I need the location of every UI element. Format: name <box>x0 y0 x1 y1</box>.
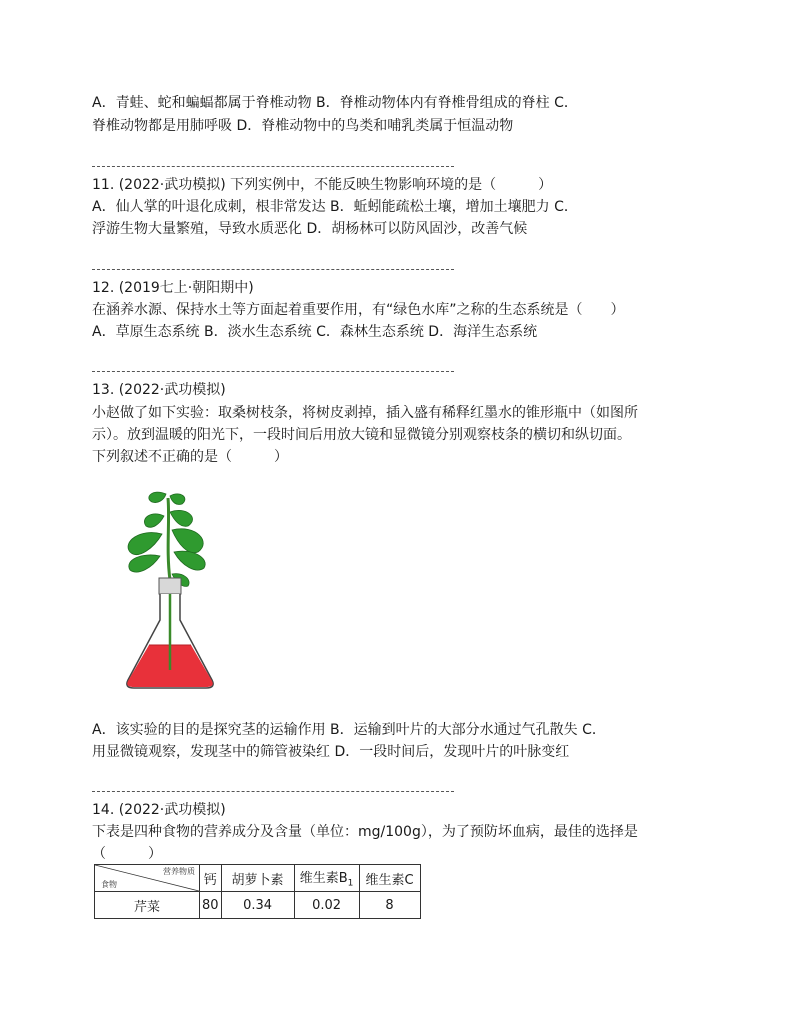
separator <box>92 371 454 372</box>
q12-options: A．草原生态系统 B．淡水生态系统 C．森林生态系统 D．海洋生态系统 <box>92 324 538 340</box>
q13-stem-line3: 下列叙述不正确的是（ ） <box>92 449 288 465</box>
value-carotene: 0.34 <box>221 892 294 919</box>
corner-label-food: 食物 <box>101 880 117 889</box>
q10-options-line2: 脊椎动物都是用肺呼吸 D．脊椎动物中的鸟类和哺乳类属于恒温动物 <box>92 118 514 134</box>
q13-stem-line1: 小赵做了如下实验：取桑树枝条，将树皮剥掉，插入盛有稀释红墨水的锥形瓶中（如图所 <box>92 405 638 421</box>
value-calcium: 80 <box>200 892 222 919</box>
food-name: 芹菜 <box>95 892 200 919</box>
q11-question: 11. (2022·武功模拟) 下列实例中，不能反映生物影响环境的是（ ） <box>92 177 553 193</box>
value-vitamin-c: 8 <box>359 892 420 919</box>
q13-options-line2: 用显微镜观察，发现茎中的筛管被染红 D．一段时间后，发现叶片的叶脉变红 <box>92 744 570 760</box>
q11-options-line1: A．仙人掌的叶退化成刺，根非常发达 B．蚯蚓能疏松土壤，增加土壤肥力 C． <box>92 199 578 215</box>
leaf-icon <box>149 492 166 502</box>
q10-options-line1: A．青蛙、蛇和蝙蝠都属于脊椎动物 B．脊椎动物体内有脊椎骨组成的脊柱 C． <box>92 95 578 111</box>
separator <box>92 166 454 167</box>
q14-stem-line1: 下表是四种食物的营养成分及含量（单位：mg/100g），为了预防坏血病，最佳的选择是 <box>92 824 638 840</box>
flask-experiment-illustration <box>118 490 228 700</box>
q13-options-line1: A．该实验的目的是探究茎的运输作用 B．运输到叶片的大部分水通过气孔散失 C． <box>92 722 606 738</box>
header-vitamin-b1: 维生素$B_1$ <box>294 865 359 892</box>
nutrition-table <box>94 864 421 919</box>
header-vitamin-c: 维生素C <box>359 865 420 892</box>
value-vitamin-b1: 0.02 <box>294 892 359 919</box>
q14-source: 14. (2022·武功模拟) <box>92 802 226 818</box>
separator <box>92 791 454 792</box>
table-corner-cell <box>95 865 200 892</box>
q13-source: 13. (2022·武功模拟) <box>92 382 226 398</box>
header-carotene: 胡萝卜素 <box>221 865 294 892</box>
q14-stem-line2: （ ） <box>92 846 162 862</box>
corner-label-nutrients: 营养物质 <box>163 867 195 876</box>
q12-source: 12. (2019七上·朝阳期中) <box>92 280 254 296</box>
separator <box>92 269 454 270</box>
header-calcium: 钙 <box>200 865 222 892</box>
table-row <box>95 892 421 919</box>
table-header-row <box>95 865 421 892</box>
q13-stem-line2: 示）。放到温暖的阳光下，一段时间后用放大镜和显微镜分别观察枝条的横切和纵切面。 <box>92 427 631 443</box>
q12-stem: 在涵养水源、保持水土等方面起着重要作用，有“绿色水库”之称的生态系统是（ ） <box>92 302 625 318</box>
q11-options-line2: 浮游生物大量繁殖，导致水质恶化 D．胡杨林可以防风固沙，改善气候 <box>92 221 528 237</box>
